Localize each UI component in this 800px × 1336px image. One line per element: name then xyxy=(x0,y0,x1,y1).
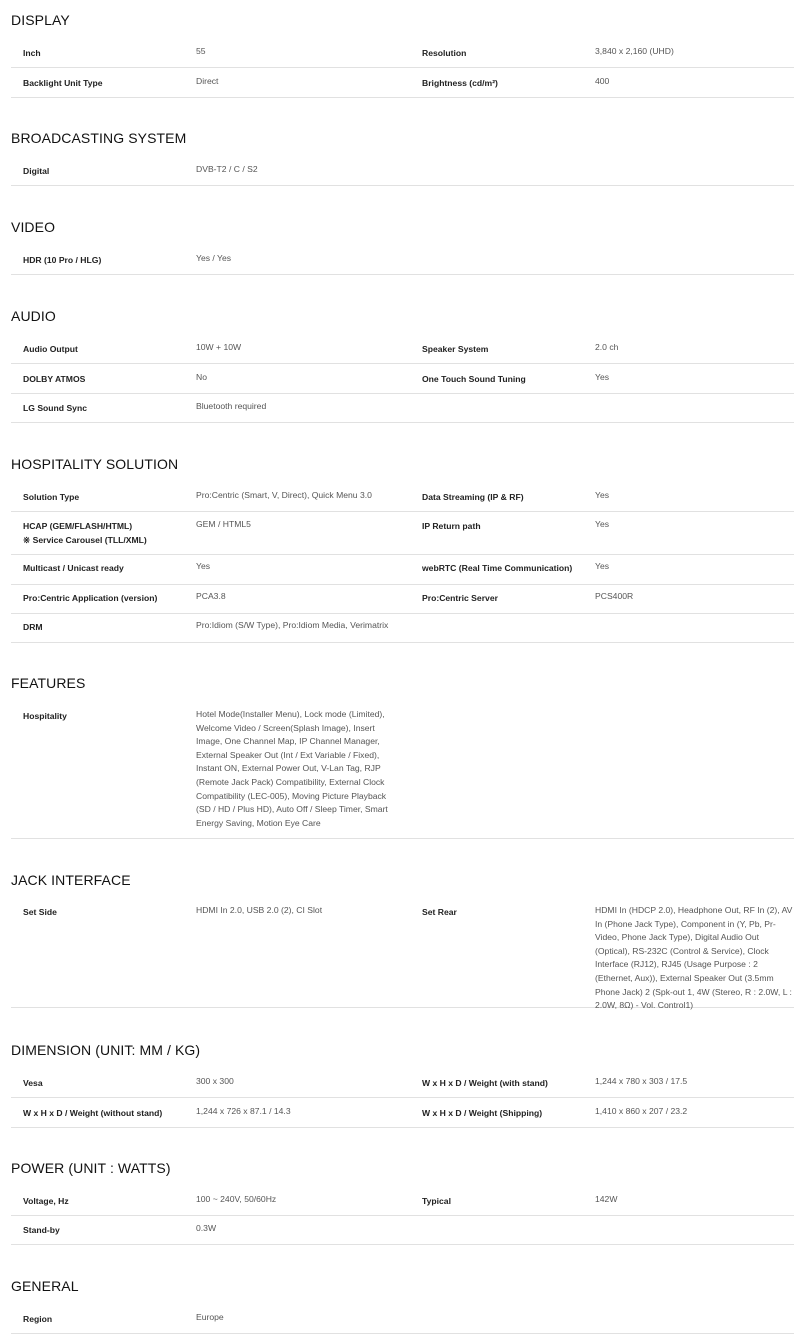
spec-label: Inch xyxy=(23,48,41,58)
spec-value: Yes xyxy=(196,561,211,571)
section-title: GENERAL xyxy=(11,1278,79,1294)
spec-label: Set Rear xyxy=(422,907,457,917)
section-title: AUDIO xyxy=(11,308,56,324)
spec-row xyxy=(11,364,794,394)
spec-row xyxy=(11,1186,794,1216)
section-title: HOSPITALITY SOLUTION xyxy=(11,456,179,472)
spec-label: Hospitality xyxy=(23,711,67,721)
spec-label: DRM xyxy=(23,622,43,632)
spec-label: Audio Output xyxy=(23,344,78,354)
spec-label: DOLBY ATMOS xyxy=(23,374,86,384)
spec-value: PCS400R xyxy=(595,591,634,601)
spec-row xyxy=(11,584,794,614)
spec-row xyxy=(11,701,794,839)
spec-value: 2.0 ch xyxy=(595,342,619,352)
spec-row xyxy=(11,898,794,1011)
spec-row xyxy=(11,613,794,643)
spec-label: Digital xyxy=(23,166,50,176)
spec-value: 10W + 10W xyxy=(196,342,242,352)
spec-label: Pro:Centric Application (version) xyxy=(23,593,158,603)
spec-row xyxy=(11,334,794,364)
spec-label: W x H x D / Weight (with stand) xyxy=(422,1078,548,1088)
spec-value: Yes xyxy=(595,519,610,529)
spec-label: LG Sound Sync xyxy=(23,403,87,413)
spec-label: Multicast / Unicast ready xyxy=(23,563,124,573)
spec-label: Speaker System xyxy=(422,344,489,354)
spec-value: DVB-T2 / C / S2 xyxy=(196,164,258,174)
spec-row xyxy=(11,393,794,423)
spec-value: Bluetooth required xyxy=(196,401,267,411)
spec-value: 300 x 300 xyxy=(196,1076,234,1086)
spec-label: W x H x D / Weight (Shipping) xyxy=(422,1108,543,1118)
spec-label-note: ※ Service Carousel (TLL/XML) xyxy=(23,535,147,545)
section-title: VIDEO xyxy=(11,219,56,235)
spec-row xyxy=(11,482,794,512)
section-title: POWER (UNIT : WATTS) xyxy=(11,1160,171,1176)
spec-value: HDMI In 2.0, USB 2.0 (2), CI Slot xyxy=(196,905,323,915)
spec-value: Hotel Mode(Installer Menu), Lock mode (Limited), Welcome Video / Screen(Splash Image), Insert Image, One Channel Map, IP Channel Manager, External Speaker Out (Int / Ext Variable / Fixed), Instant ON, External Power Out, V-Lan Tag, RJP (Remote Jack Pack) Compatibility, External Clock Compatibility (LEC-005), Moving Picture Playback (SD / HD / Plus HD), Auto Off / Sleep Timer, Smart Energy Saving, Motion Eye Care xyxy=(196,709,388,828)
spec-label: Brightness (cd/m²) xyxy=(422,78,498,88)
spec-row xyxy=(11,1215,794,1245)
spec-value: Direct xyxy=(196,76,219,86)
spec-value: Yes xyxy=(595,372,610,382)
spec-value: 3,840 x 2,160 (UHD) xyxy=(595,46,674,56)
spec-value: 100 ~ 240V, 50/60Hz xyxy=(196,1194,277,1204)
spec-value: 55 xyxy=(196,46,206,56)
spec-label: One Touch Sound Tuning xyxy=(422,374,526,384)
spec-label: Data Streaming (IP & RF) xyxy=(422,492,524,502)
spec-value: 1,410 x 860 x 207 / 23.2 xyxy=(595,1106,688,1116)
spec-row xyxy=(11,512,794,555)
spec-value: HDMI In (HDCP 2.0), Headphone Out, RF In (2), AV In (Phone Jack Type), Component in (Y, Pb, Pr-Video, Phone Jack Type), Digital Audio Out (Optical), RS-232C (Control & Service), Clock Interface (RJ12), RJ45 (Usage Purpose : 2 (Ethernet, Aux)), External Speaker Out (3.5mm Phone Jack) 2 (Spk-out 1, 4W (Stereo, R : 2.0W, L : 2.0W, 8Ω) - Vol. Control1) xyxy=(595,905,793,1011)
section-title: JACK INTERFACE xyxy=(11,872,131,888)
spec-label: Stand-by xyxy=(23,1225,60,1235)
spec-row xyxy=(11,68,794,98)
spec-value: 1,244 x 726 x 87.1 / 14.3 xyxy=(196,1106,291,1116)
spec-value: Pro:Idiom (S/W Type), Pro:Idiom Media, Verimatrix xyxy=(196,620,389,630)
spec-label: Typical xyxy=(422,1196,451,1206)
spec-row xyxy=(11,245,794,275)
spec-row xyxy=(11,1304,794,1334)
spec-label: IP Return path xyxy=(422,521,481,531)
spec-value: 400 xyxy=(595,76,610,86)
spec-value: PCA3.8 xyxy=(196,591,226,601)
spec-row xyxy=(11,156,794,186)
spec-row xyxy=(11,1098,794,1128)
spec-label: W x H x D / Weight (without stand) xyxy=(23,1108,163,1118)
spec-value: Yes / Yes xyxy=(196,253,232,263)
spec-value: Pro:Centric (Smart, V, Direct), Quick Menu 3.0 xyxy=(196,490,372,500)
spec-row xyxy=(11,555,794,585)
section-title: DISPLAY xyxy=(11,12,70,28)
spec-value: Yes xyxy=(595,490,610,500)
spec-value: GEM / HTML5 xyxy=(196,519,251,529)
spec-label: Voltage, Hz xyxy=(23,1196,69,1206)
section-title: DIMENSION (UNIT: MM / KG) xyxy=(11,1042,201,1058)
spec-label: Set Side xyxy=(23,907,57,917)
spec-label: Solution Type xyxy=(23,492,80,502)
spec-label: HCAP (GEM/FLASH/HTML) xyxy=(23,521,133,531)
spec-row xyxy=(11,38,794,68)
spec-value: 0.3W xyxy=(196,1223,217,1233)
spec-value: 142W xyxy=(595,1194,618,1204)
spec-value: No xyxy=(196,372,207,382)
section-title: BROADCASTING SYSTEM xyxy=(11,130,187,146)
spec-label: webRTC (Real Time Communication) xyxy=(422,563,573,573)
spec-value: Europe xyxy=(196,1312,224,1322)
spec-label: Vesa xyxy=(23,1078,43,1088)
spec-label: Pro:Centric Server xyxy=(422,593,498,603)
spec-value: 1,244 x 780 x 303 / 17.5 xyxy=(595,1076,688,1086)
spec-label: HDR (10 Pro / HLG) xyxy=(23,255,102,265)
spec-value: Yes xyxy=(595,561,610,571)
section-title: FEATURES xyxy=(11,675,86,691)
spec-row xyxy=(11,1068,794,1098)
spec-label: Region xyxy=(23,1314,53,1324)
spec-label: Resolution xyxy=(422,48,467,58)
spec-label: Backlight Unit Type xyxy=(23,78,103,88)
